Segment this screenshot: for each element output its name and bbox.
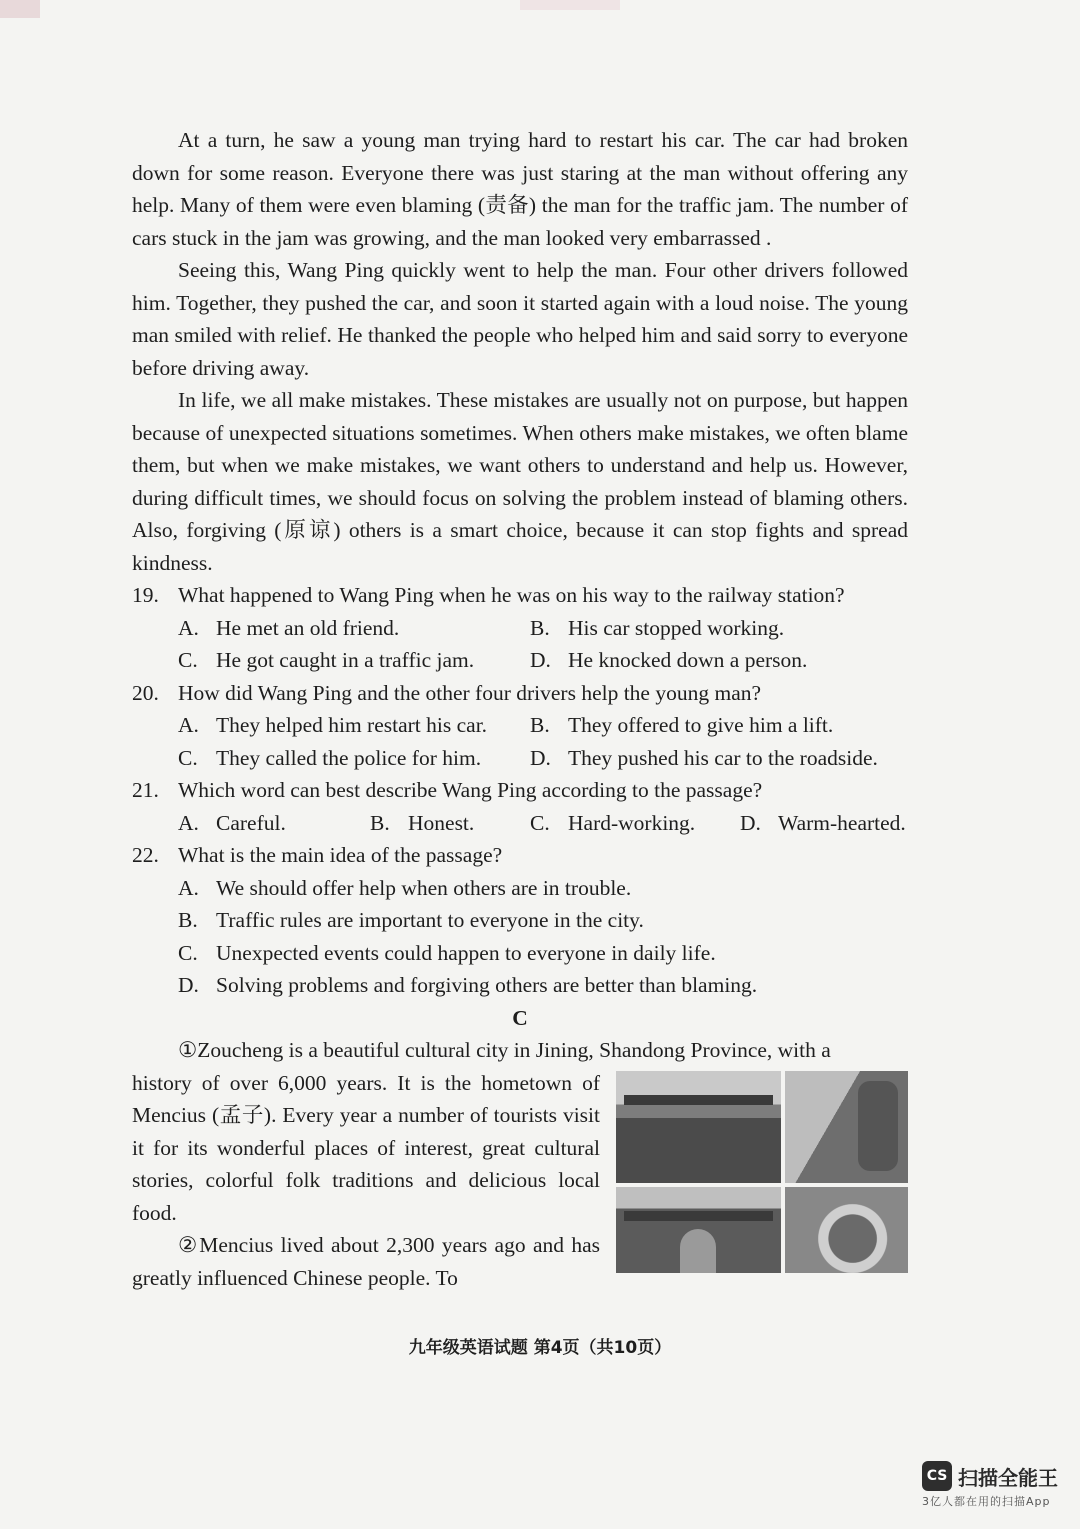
- camscanner-logo-icon: CS: [922, 1461, 952, 1491]
- passage-paragraph: In life, we all make mistakes. These mistakes are usually not on purpose, but happen because of unexpected situations sometimes. When others make mistakes, we often blame them, but when we make mistakes, we want others to understand and help us. However, during difficult times, we should focus on solving the problem instead of blaming others. Also, forgiving (原谅) others is a smart choice, because it can stop fights and spread kindness.: [132, 388, 908, 575]
- option-c[interactable]: C. He got caught in a traffic jam.: [178, 648, 475, 672]
- local-food-photo: [785, 1187, 908, 1273]
- question-21: [132, 774, 908, 839]
- question-number: 20.: [132, 680, 159, 705]
- question-text: What is the main idea of the passage?: [178, 843, 503, 867]
- option-a[interactable]: A. Careful.: [178, 810, 286, 835]
- watermark-name: 扫描全能王: [958, 1465, 1058, 1490]
- photo-collage: [616, 1071, 908, 1295]
- question-19: [132, 579, 908, 677]
- option-c[interactable]: C. Hard-working.: [530, 810, 696, 835]
- option-c[interactable]: C. They called the police for him.: [178, 745, 482, 770]
- scanner-watermark: [922, 1461, 1058, 1509]
- page-content: [132, 124, 908, 1294]
- question-22: [132, 839, 908, 1002]
- question-number: 21.: [132, 778, 159, 802]
- stone-inscription-photo: [785, 1071, 908, 1183]
- section-c-first-line: ①Zoucheng is a beautiful cultural city in Jining, Shandong Province, with a: [178, 1038, 831, 1062]
- option-a[interactable]: A. He met an old friend.: [178, 615, 400, 640]
- option-a[interactable]: A. They helped him restart his car.: [178, 713, 488, 737]
- question-number: 22.: [132, 843, 159, 867]
- gate-photo: [616, 1187, 781, 1273]
- option-d[interactable]: D. Solving problems and forgiving others are better than blaming.: [178, 973, 758, 997]
- scan-edge-mark: [520, 0, 620, 10]
- page-footer: 九年级英语试题 第4页（共10页）: [408, 1338, 672, 1358]
- watermark-tagline: 3亿人都在用的扫描App: [922, 1495, 1051, 1508]
- question-text: How did Wang Ping and the other four drivers help the young man?: [178, 680, 762, 705]
- section-heading: C: [512, 1005, 528, 1030]
- passage-paragraph: ②Mencius lived about 2,300 years ago and has greatly influenced Chinese people. To: [132, 1233, 600, 1290]
- question-20: [132, 677, 908, 775]
- temple-photo: [616, 1071, 781, 1183]
- option-d[interactable]: D. They pushed his car to the roadside.: [530, 745, 878, 770]
- option-b[interactable]: B. His car stopped working.: [530, 615, 785, 640]
- question-text: Which word can best describe Wang Ping according to the passage?: [178, 778, 763, 802]
- question-number: 19.: [132, 583, 159, 607]
- passage-paragraph: Seeing this, Wang Ping quickly went to help the man. Four other drivers followed him. Together, they pushed the car, and soon it started again with a loud noise. The young man smiled with relief. He thanked the people who helped him and said sorry to everyone before driving away.: [132, 258, 908, 380]
- option-b[interactable]: B. Traffic rules are important to everyone in the city.: [178, 908, 644, 932]
- question-text: What happened to Wang Ping when he was on his way to the railway station?: [178, 583, 845, 607]
- scan-edge-mark: [0, 0, 40, 18]
- passage-paragraph: At a turn, he saw a young man trying hard to restart his car. The car had broken down for some reason. Everyone there was just staring at the man without offering any help. Many of them were even blaming (责备) the man for the traffic jam. The number of cars stuck in the jam was growing, and the man looked very embarrassed .: [132, 128, 908, 250]
- option-b[interactable]: B. Honest.: [370, 810, 475, 835]
- option-a[interactable]: A. We should offer help when others are in trouble.: [178, 875, 632, 900]
- option-d[interactable]: D. Warm-hearted.: [740, 810, 906, 835]
- passage-paragraph: history of over 6,000 years. It is the hometown of Mencius (孟子). Every year a number of tourists visit it for its wonderful places of interest, great cultural stories, colorful folk traditions and delicious local food.: [132, 1070, 600, 1225]
- option-d[interactable]: D. He knocked down a person.: [530, 648, 808, 672]
- option-b[interactable]: B. They offered to give him a lift.: [530, 713, 834, 737]
- option-c[interactable]: C. Unexpected events could happen to everyone in daily life.: [178, 940, 716, 965]
- section-c-body: [132, 1067, 908, 1295]
